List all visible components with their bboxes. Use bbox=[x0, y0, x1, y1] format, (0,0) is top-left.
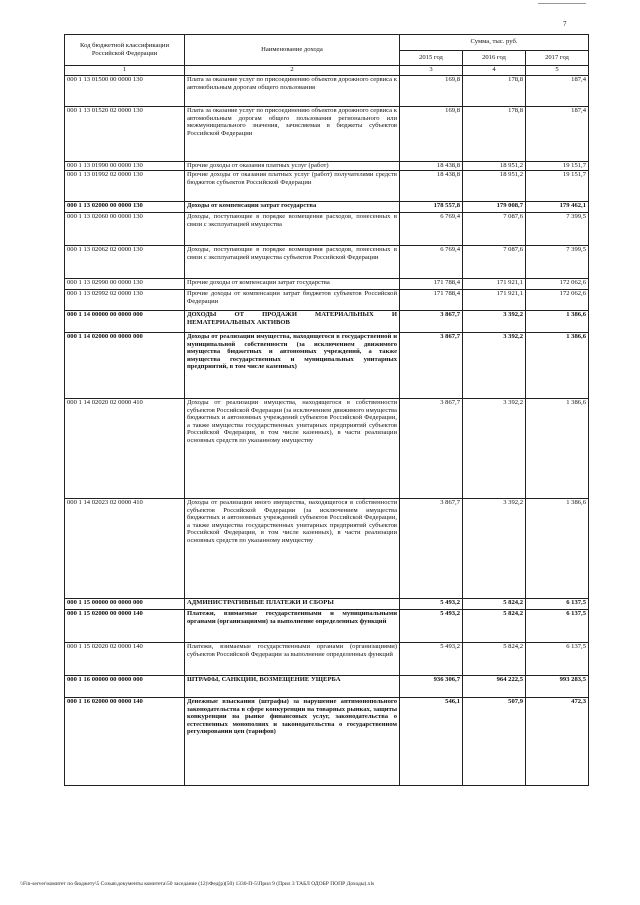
row-name: Доходы, поступающие в порядке возмещения расходов, понесенных в связи с эксплуатацией имущества субъектов Российской Федерации bbox=[185, 246, 400, 279]
row-name: Доходы, поступающие в порядке возмещения расходов, понесенных в связи с эксплуатацией имущества bbox=[185, 213, 400, 246]
header-sum: Сумма, тыс. руб. bbox=[400, 35, 589, 51]
header-year-2016: 2016 год bbox=[463, 50, 526, 66]
row-value-2016: 507,9 bbox=[463, 698, 526, 786]
row-value-2017: 7 399,5 bbox=[526, 246, 589, 279]
row-value-2017: 172 062,6 bbox=[526, 290, 589, 311]
row-value-2016: 3 392,2 bbox=[463, 399, 526, 499]
column-number: 2 bbox=[185, 66, 400, 76]
table-row bbox=[65, 107, 589, 162]
row-code: 000 1 13 01992 02 0000 130 bbox=[65, 171, 185, 202]
header-year-2017: 2017 год bbox=[526, 50, 589, 66]
row-name: ШТРАФЫ, САНКЦИИ, ВОЗМЕЩЕНИЕ УЩЕРБА bbox=[185, 676, 400, 698]
row-value-2015: 6 769,4 bbox=[400, 246, 463, 279]
column-number: 3 bbox=[400, 66, 463, 76]
row-value-2017: 1 386,6 bbox=[526, 399, 589, 499]
column-number: 4 bbox=[463, 66, 526, 76]
table-row bbox=[65, 290, 589, 311]
page-number: 7 bbox=[563, 20, 567, 28]
row-value-2016: 178,8 bbox=[463, 107, 526, 162]
row-code: 000 1 14 02000 00 0000 000 bbox=[65, 333, 185, 399]
row-value-2015: 546,1 bbox=[400, 698, 463, 786]
row-value-2015: 171 788,4 bbox=[400, 290, 463, 311]
row-value-2015: 169,8 bbox=[400, 107, 463, 162]
row-value-2016: 7 087,6 bbox=[463, 213, 526, 246]
file-path-footer: \\Fin-server\комитет по бюджету\5 Созыв\документы комитета\50 заседание (12)\Фед(р)(50) 1330-П-5\Прил 9 (Прил 3 ТАБЛ ОДОБР ПОПР Доходы).xls bbox=[20, 881, 375, 887]
row-value-2015: 171 788,4 bbox=[400, 279, 463, 290]
row-value-2017: 6 137,5 bbox=[526, 610, 589, 643]
table-row bbox=[65, 610, 589, 643]
row-value-2015: 169,8 bbox=[400, 76, 463, 107]
row-name: Доходы от реализации имущества, находящегося в собственности субъектов Российской Федерации (за исключением движимого имущества бюджетных и автономных учреждений субъектов Российской Федерации, а также имущества государственных унитарных предприятий субъектов Российской Федерации, в том числе казенных), в части реализации основных средств по указанному имуществу bbox=[185, 399, 400, 499]
row-code: 000 1 14 00000 00 0000 000 bbox=[65, 311, 185, 333]
row-name: Прочие доходы от компенсации затрат государства bbox=[185, 279, 400, 290]
row-code: 000 1 13 02990 00 0000 130 bbox=[65, 279, 185, 290]
row-code: 000 1 13 01990 00 0000 130 bbox=[65, 162, 185, 171]
row-value-2016: 3 392,2 bbox=[463, 311, 526, 333]
row-value-2017: 6 137,5 bbox=[526, 643, 589, 676]
row-value-2017: 1 386,6 bbox=[526, 333, 589, 399]
row-name: Прочие доходы от оказания платных услуг (работ) bbox=[185, 162, 400, 171]
row-name: Доходы от реализации имущества, находящегося в государственной и муниципальной собственности (за исключением движимого имущества бюджетных и автономных учреждений, а также имущества государственных и муниципальных унитарных предприятий, в том числе казенных) bbox=[185, 333, 400, 399]
row-value-2017: 19 151,7 bbox=[526, 171, 589, 202]
table-row bbox=[65, 202, 589, 213]
table-row bbox=[65, 676, 589, 698]
row-code: 000 1 13 02992 02 0000 130 bbox=[65, 290, 185, 311]
row-name: Плата за оказание услуг по присоединению объектов дорожного сервиса к автомобильным дорогам общего пользования регионального или межмуниципального значения, зачисляемая в бюджеты субъектов Российской Федерации bbox=[185, 107, 400, 162]
row-value-2015: 3 867,7 bbox=[400, 333, 463, 399]
header-code: Код бюджетной классификации Российской Федерации bbox=[65, 35, 185, 66]
row-value-2016: 171 921,1 bbox=[463, 279, 526, 290]
row-name: Платежи, взимаемые государственными органами (организациями) субъектов Российской Федерации за выполнение определенных функций bbox=[185, 643, 400, 676]
row-code: 000 1 14 02023 02 0000 410 bbox=[65, 499, 185, 599]
column-number: 1 bbox=[65, 66, 185, 76]
row-value-2017: 187,4 bbox=[526, 107, 589, 162]
row-value-2015: 936 306,7 bbox=[400, 676, 463, 698]
row-value-2015: 5 493,2 bbox=[400, 599, 463, 610]
row-name: Денежные взыскания (штрафы) за нарушение антимонопольного законодательства в сфере конкуренции на товарных рынках, защиты конкуренции на рынке финансовых услуг, законодательства о естественных монополиях и законодательства о государственном регулировании цен (тарифов) bbox=[185, 698, 400, 786]
row-name: Прочие доходы от компенсации затрат бюджетов субъектов Российской Федерации bbox=[185, 290, 400, 311]
row-code: 000 1 13 01500 00 0000 130 bbox=[65, 76, 185, 107]
column-number: 5 bbox=[526, 66, 589, 76]
budget-revenue-table bbox=[64, 34, 589, 786]
row-value-2017: 993 283,5 bbox=[526, 676, 589, 698]
row-value-2017: 1 386,6 bbox=[526, 499, 589, 599]
row-value-2016: 3 392,2 bbox=[463, 333, 526, 399]
row-value-2016: 5 824,2 bbox=[463, 599, 526, 610]
table-row bbox=[65, 399, 589, 499]
table-row bbox=[65, 698, 589, 786]
row-code: 000 1 16 02000 00 0000 140 bbox=[65, 698, 185, 786]
row-name: ДОХОДЫ ОТ ПРОДАЖИ МАТЕРИАЛЬНЫХ И НЕМАТЕРИАЛЬНЫХ АКТИВОВ bbox=[185, 311, 400, 333]
row-value-2016: 5 824,2 bbox=[463, 643, 526, 676]
row-value-2015: 18 438,8 bbox=[400, 162, 463, 171]
row-value-2016: 3 392,2 bbox=[463, 499, 526, 599]
row-code: 000 1 15 02020 02 0000 140 bbox=[65, 643, 185, 676]
row-code: 000 1 14 02020 02 0000 410 bbox=[65, 399, 185, 499]
header-year-2015: 2015 год bbox=[400, 50, 463, 66]
row-value-2017: 179 462,1 bbox=[526, 202, 589, 213]
row-value-2016: 178,8 bbox=[463, 76, 526, 107]
row-value-2017: 187,4 bbox=[526, 76, 589, 107]
table-row bbox=[65, 599, 589, 610]
row-code: 000 1 13 02000 00 0000 130 bbox=[65, 202, 185, 213]
table-row bbox=[65, 279, 589, 290]
row-name: АДМИНИСТРАТИВНЫЕ ПЛАТЕЖИ И СБОРЫ bbox=[185, 599, 400, 610]
row-value-2015: 18 438,8 bbox=[400, 171, 463, 202]
row-value-2016: 18 951,2 bbox=[463, 162, 526, 171]
table-row bbox=[65, 311, 589, 333]
row-value-2016: 5 824,2 bbox=[463, 610, 526, 643]
row-code: 000 1 15 00000 00 0000 000 bbox=[65, 599, 185, 610]
row-value-2015: 5 493,2 bbox=[400, 643, 463, 676]
table-row bbox=[65, 333, 589, 399]
row-value-2015: 178 557,8 bbox=[400, 202, 463, 213]
row-value-2017: 1 386,6 bbox=[526, 311, 589, 333]
row-value-2015: 3 867,7 bbox=[400, 399, 463, 499]
row-value-2015: 3 867,7 bbox=[400, 311, 463, 333]
table-row bbox=[65, 246, 589, 279]
row-value-2016: 7 087,6 bbox=[463, 246, 526, 279]
row-code: 000 1 15 02000 00 0000 140 bbox=[65, 610, 185, 643]
row-code: 000 1 13 02060 00 0000 130 bbox=[65, 213, 185, 246]
row-value-2015: 6 769,4 bbox=[400, 213, 463, 246]
row-value-2017: 6 137,5 bbox=[526, 599, 589, 610]
row-code: 000 1 13 02062 02 0000 130 bbox=[65, 246, 185, 279]
table-row bbox=[65, 643, 589, 676]
row-value-2017: 7 399,5 bbox=[526, 213, 589, 246]
row-value-2017: 472,3 bbox=[526, 698, 589, 786]
row-name: Плата за оказание услуг по присоединению объектов дорожного сервиса к автомобильным дорогам общего пользования bbox=[185, 76, 400, 107]
table-row bbox=[65, 171, 589, 202]
row-value-2017: 172 062,6 bbox=[526, 279, 589, 290]
table-row bbox=[65, 76, 589, 107]
row-value-2015: 5 493,2 bbox=[400, 610, 463, 643]
row-name: Платежи, взимаемые государственными и муниципальными органами (организациями) за выполнение определенных функций bbox=[185, 610, 400, 643]
table-row bbox=[65, 162, 589, 171]
row-code: 000 1 13 01520 02 0000 130 bbox=[65, 107, 185, 162]
row-name: Доходы от реализации иного имущества, находящегося в собственности субъектов Российской Федерации (за исключением имущества бюджетных и автономных учреждений субъектов Российской Федерации, а также имущества государственных унитарных предприятий субъектов Российской Федерации, в том числе казенных), в части реализации основных средств по указанному имуществу bbox=[185, 499, 400, 599]
row-name: Доходы от компенсации затрат государства bbox=[185, 202, 400, 213]
top-rule bbox=[538, 3, 586, 4]
row-value-2017: 19 151,7 bbox=[526, 162, 589, 171]
row-code: 000 1 16 00000 00 0000 000 bbox=[65, 676, 185, 698]
row-value-2015: 3 867,7 bbox=[400, 499, 463, 599]
row-value-2016: 18 951,2 bbox=[463, 171, 526, 202]
row-value-2016: 964 222,5 bbox=[463, 676, 526, 698]
row-value-2016: 179 008,7 bbox=[463, 202, 526, 213]
row-name: Прочие доходы от оказания платных услуг (работ) получателями средств бюджетов субъектов Российской Федерации bbox=[185, 171, 400, 202]
table-row bbox=[65, 499, 589, 599]
row-value-2016: 171 921,1 bbox=[463, 290, 526, 311]
header-name: Наименование дохода bbox=[185, 35, 400, 66]
table-row bbox=[65, 213, 589, 246]
